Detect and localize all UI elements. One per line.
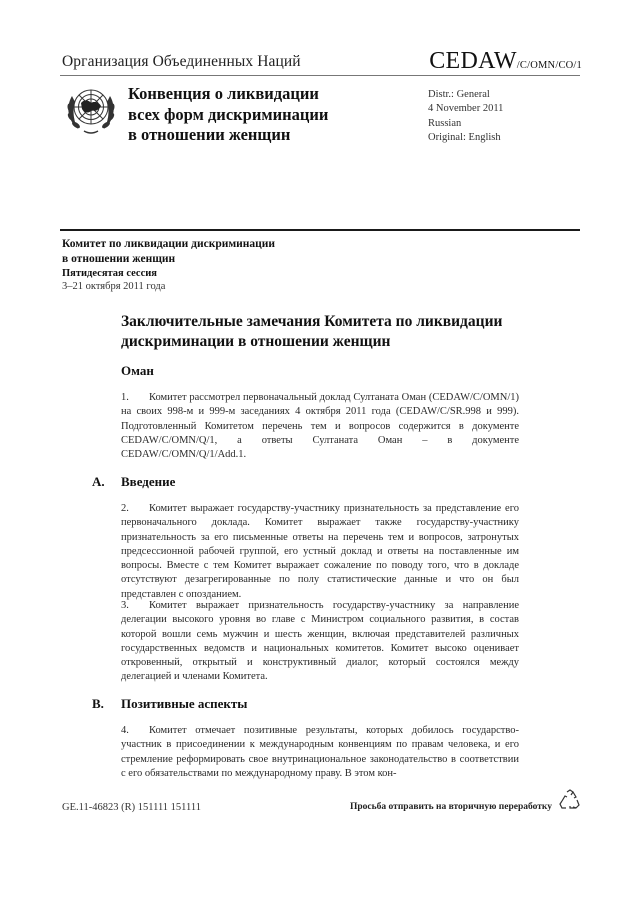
paragraph-number: 2. <box>121 503 129 514</box>
section-letter: A. <box>92 474 105 489</box>
committee-name-line: в отношении женщин <box>62 253 176 265</box>
committee-block <box>62 237 275 293</box>
distr-status: Distr.: General <box>428 89 490 100</box>
paragraph-number: 4. <box>121 725 129 736</box>
section-heading-a <box>92 474 175 490</box>
distr-original: Original: English <box>428 131 501 143</box>
section-title: Введение <box>121 474 176 489</box>
header-divider <box>60 75 580 76</box>
convention-title-line: Конвенция о ликвидации <box>128 84 319 103</box>
section-title: Позитивные аспекты <box>121 696 248 711</box>
country-heading: Оман <box>121 363 154 378</box>
convention-title-line: в отношении женщин <box>128 125 291 144</box>
recycle-text: Просьба отправить на вторичную переработку <box>350 802 552 812</box>
paragraph-text: Комитет выражает государству-участнику признательность за представление его первоначального доклада. Комитет выражает также государству-участнику признательность за его письменные ответы на перечень тем и вопросов, затронутых предсессионной рабочей группой, его устный доклад и ответы на поставленные им вопросы. Вместе с тем Комитет выражает сожаление по поводу того, что в докладе отсутствуют дезагрегированные по полу статистические данные и что он был представлен с опозданием. <box>121 503 519 600</box>
recycle-icon <box>559 789 581 811</box>
committee-name-line: Комитет по ликвидации дискриминации <box>62 238 276 250</box>
section-heading-b <box>92 696 247 712</box>
paragraph-1 <box>121 391 519 462</box>
distr-date: 4 November 2011 <box>428 103 504 115</box>
job-code: GE.11-46823 (R) 151111 151111 <box>62 802 202 813</box>
document-title <box>121 312 541 352</box>
convention-title-line: всех форм дискриминации <box>128 104 329 124</box>
convention-title <box>128 84 328 146</box>
symbol-main: CEDAW <box>429 48 517 74</box>
document-symbol <box>429 48 582 75</box>
distribution-block <box>428 88 503 145</box>
paragraph-number: 3. <box>121 600 129 611</box>
paragraph-3 <box>121 599 519 685</box>
un-emblem-icon <box>64 82 118 136</box>
symbol-suffix: /C/OMN/CO/1 <box>516 60 582 71</box>
paragraph-4 <box>121 724 519 781</box>
session-dates: 3–21 октября 2011 года <box>62 281 166 292</box>
document-title-line: Заключительные замечания Комитета по ликвидации <box>121 313 503 330</box>
paragraph-2 <box>121 502 519 602</box>
distr-language: Russian <box>428 117 462 129</box>
document-title-line: дискриминации в отношении женщин <box>121 333 391 350</box>
paragraph-text: Комитет отмечает позитивные результаты, которых добилось государство-участник в присоединении к международным конвенциям по правам человека, и его стремление реформировать свое внутринациональное законодательство в соответствии с его обязательствами по международному праву. В этом кон- <box>121 725 519 779</box>
session-label: Пятидесятая сессия <box>62 268 157 279</box>
paragraph-text: Комитет выражает признательность государству-участнику за направление делегации высокого уровня во главе с Министром социального развития, в состав которой вошли семь мужчин и шесть женщин, включая представителей различных государственных ведомств и национальных комитетов. Комитет высоко оценивает откровенный, открытый и конструктивный диалог, который состоялся между делегацией и членами Комитета. <box>121 600 519 683</box>
section-letter: B. <box>92 696 104 711</box>
header-bottom-rule <box>60 229 580 231</box>
paragraph-number: 1. <box>121 392 129 403</box>
paragraph-text: Комитет рассмотрел первоначальный доклад Султаната Оман (CEDAW/C/OMN/1) на своих 998-м и 999-м заседаниях 4 октября 2011 года (CEDAW/C/SR.998 и 999). Подготовленный Комитетом перечень тем и вопросов содержится в документе CEDAW/C/OMN/Q/1, а ответы Султаната Оман – в документе CEDAW/C/OMN/Q/1/Add.1. <box>121 392 519 461</box>
organization-name: Организация Объединенных Наций <box>62 53 301 70</box>
